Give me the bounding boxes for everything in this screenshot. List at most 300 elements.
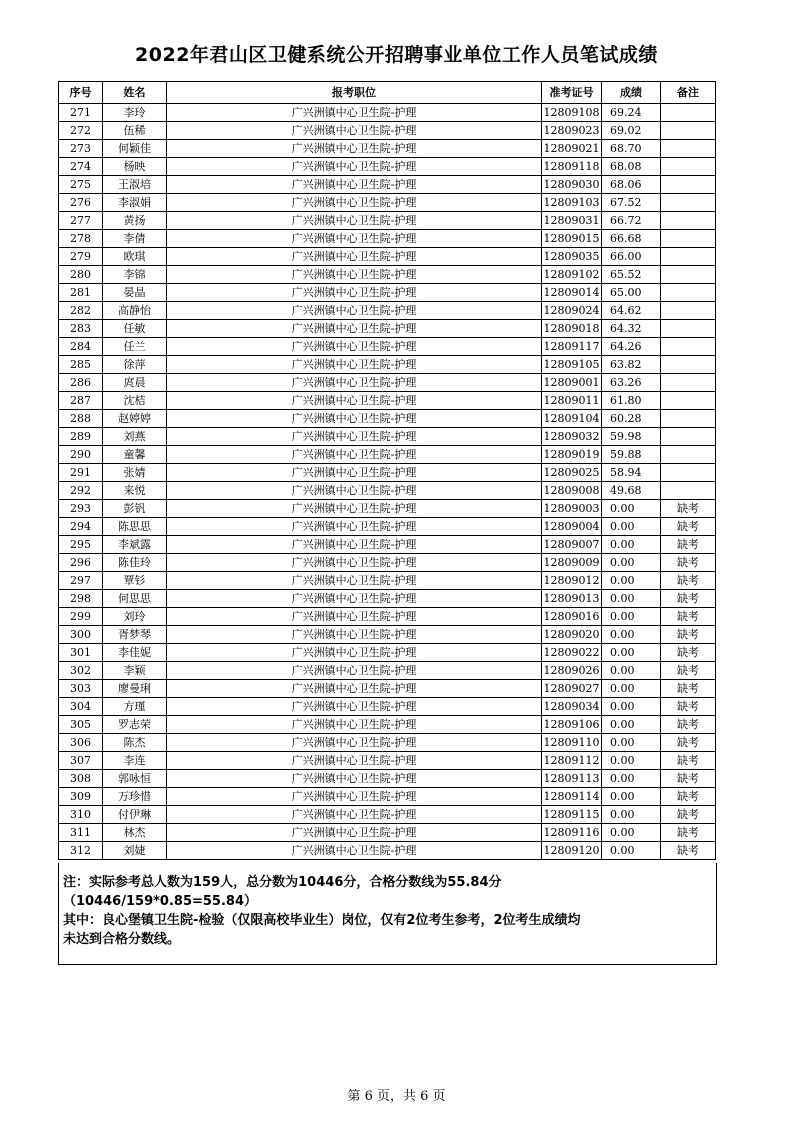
cell-exam-id: 12809003: [542, 500, 602, 518]
cell-name: 李淑娟: [103, 194, 167, 212]
page-title: 2022年君山区卫健系统公开招聘事业单位工作人员笔试成绩: [135, 44, 658, 66]
cell-score: 59.88: [602, 446, 661, 464]
cell-name: 陈佳玲: [103, 554, 167, 572]
cell-score: 0.00: [602, 824, 661, 842]
table-row: [59, 176, 716, 194]
cell-position: 广兴洲镇中心卫生院-护理: [167, 806, 542, 824]
cell-seq: 279: [59, 248, 103, 266]
cell-position: 广兴洲镇中心卫生院-护理: [167, 104, 542, 122]
cell-position: 广兴洲镇中心卫生院-护理: [167, 644, 542, 662]
cell-exam-id: 12809020: [542, 626, 602, 644]
cell-score: 0.00: [602, 842, 661, 860]
cell-exam-id: 12809014: [542, 284, 602, 302]
cell-position: 广兴洲镇中心卫生院-护理: [167, 662, 542, 680]
table-row: [59, 752, 716, 770]
cell-exam-id: 12809026: [542, 662, 602, 680]
cell-position: 广兴洲镇中心卫生院-护理: [167, 230, 542, 248]
cell-remark: [661, 338, 716, 356]
cell-remark: [661, 230, 716, 248]
cell-seq: 300: [59, 626, 103, 644]
cell-score: 0.00: [602, 662, 661, 680]
note-line-3: 其中：良心堡镇卫生院-检验（仅限高校毕业生）岗位，仅有2位考生参考，2位考生成绩均: [63, 913, 581, 928]
cell-position: 广兴洲镇中心卫生院-护理: [167, 572, 542, 590]
cell-position: 广兴洲镇中心卫生院-护理: [167, 176, 542, 194]
cell-remark: 缺考: [661, 662, 716, 680]
cell-exam-id: 12809023: [542, 122, 602, 140]
cell-seq: 305: [59, 716, 103, 734]
cell-score: 59.98: [602, 428, 661, 446]
cell-score: 63.26: [602, 374, 661, 392]
cell-remark: 缺考: [661, 716, 716, 734]
cell-remark: [661, 176, 716, 194]
cell-score: 0.00: [602, 590, 661, 608]
table-row: [59, 662, 716, 680]
cell-exam-id: 12809025: [542, 464, 602, 482]
cell-exam-id: 12809012: [542, 572, 602, 590]
cell-score: 0.00: [602, 500, 661, 518]
cell-exam-id: 12809011: [542, 392, 602, 410]
cell-seq: 299: [59, 608, 103, 626]
cell-position: 广兴洲镇中心卫生院-护理: [167, 446, 542, 464]
cell-seq: 292: [59, 482, 103, 500]
cell-score: 49.68: [602, 482, 661, 500]
cell-seq: 281: [59, 284, 103, 302]
cell-exam-id: 12809018: [542, 320, 602, 338]
cell-name: 李斌露: [103, 536, 167, 554]
cell-seq: 310: [59, 806, 103, 824]
cell-position: 广兴洲镇中心卫生院-护理: [167, 212, 542, 230]
scores-table: [58, 81, 716, 860]
cell-score: 0.00: [602, 680, 661, 698]
cell-score: 69.24: [602, 104, 661, 122]
cell-remark: [661, 158, 716, 176]
cell-name: 张婧: [103, 464, 167, 482]
table-row: [59, 572, 716, 590]
cell-remark: [661, 320, 716, 338]
table-row: [59, 482, 716, 500]
cell-remark: [661, 212, 716, 230]
notes-box: [58, 863, 717, 965]
cell-exam-id: 12809030: [542, 176, 602, 194]
cell-exam-id: 12809031: [542, 212, 602, 230]
table-row: [59, 374, 716, 392]
cell-name: 杨映: [103, 158, 167, 176]
cell-remark: 缺考: [661, 626, 716, 644]
cell-remark: 缺考: [661, 518, 716, 536]
cell-position: 广兴洲镇中心卫生院-护理: [167, 752, 542, 770]
cell-seq: 276: [59, 194, 103, 212]
cell-seq: 282: [59, 302, 103, 320]
table-row: [59, 212, 716, 230]
cell-exam-id: 12809013: [542, 590, 602, 608]
cell-seq: 271: [59, 104, 103, 122]
cell-position: 广兴洲镇中心卫生院-护理: [167, 788, 542, 806]
cell-seq: 307: [59, 752, 103, 770]
cell-name: 罗志荣: [103, 716, 167, 734]
cell-exam-id: 12809115: [542, 806, 602, 824]
cell-exam-id: 12809117: [542, 338, 602, 356]
cell-score: 66.00: [602, 248, 661, 266]
table-row: [59, 626, 716, 644]
table-row: [59, 518, 716, 536]
cell-score: 69.02: [602, 122, 661, 140]
cell-seq: 291: [59, 464, 103, 482]
cell-score: 0.00: [602, 644, 661, 662]
cell-name: 何思思: [103, 590, 167, 608]
note-line-4: 未达到合格分数线。: [63, 932, 181, 947]
table-row: [59, 770, 716, 788]
table-row: [59, 122, 716, 140]
header-seq: 序号: [59, 82, 103, 104]
cell-exam-id: 12809024: [542, 302, 602, 320]
cell-score: 0.00: [602, 572, 661, 590]
table-row: [59, 680, 716, 698]
cell-remark: 缺考: [661, 770, 716, 788]
table-row: [59, 788, 716, 806]
table-row: [59, 320, 716, 338]
table-row: [59, 302, 716, 320]
cell-score: 0.00: [602, 752, 661, 770]
cell-name: 欧琪: [103, 248, 167, 266]
cell-exam-id: 12809008: [542, 482, 602, 500]
cell-name: 覃钐: [103, 572, 167, 590]
cell-seq: 290: [59, 446, 103, 464]
cell-exam-id: 12809034: [542, 698, 602, 716]
cell-position: 广兴洲镇中心卫生院-护理: [167, 158, 542, 176]
cell-score: 0.00: [602, 554, 661, 572]
cell-name: 李连: [103, 752, 167, 770]
cell-score: 63.82: [602, 356, 661, 374]
cell-seq: 311: [59, 824, 103, 842]
cell-name: 黄扬: [103, 212, 167, 230]
cell-seq: 301: [59, 644, 103, 662]
table-row: [59, 734, 716, 752]
cell-position: 广兴洲镇中心卫生院-护理: [167, 518, 542, 536]
cell-seq: 308: [59, 770, 103, 788]
table-row: [59, 284, 716, 302]
cell-remark: 缺考: [661, 698, 716, 716]
cell-remark: 缺考: [661, 842, 716, 860]
cell-name: 高静怡: [103, 302, 167, 320]
cell-exam-id: 12809035: [542, 248, 602, 266]
cell-remark: [661, 446, 716, 464]
cell-remark: [661, 302, 716, 320]
cell-name: 刘玲: [103, 608, 167, 626]
cell-remark: [661, 410, 716, 428]
cell-exam-id: 12809015: [542, 230, 602, 248]
cell-remark: 缺考: [661, 752, 716, 770]
cell-position: 广兴洲镇中心卫生院-护理: [167, 824, 542, 842]
cell-seq: 309: [59, 788, 103, 806]
cell-name: 万珍惜: [103, 788, 167, 806]
cell-seq: 284: [59, 338, 103, 356]
cell-remark: [661, 374, 716, 392]
cell-position: 广兴洲镇中心卫生院-护理: [167, 194, 542, 212]
cell-name: 陈杰: [103, 734, 167, 752]
cell-position: 广兴洲镇中心卫生院-护理: [167, 302, 542, 320]
cell-seq: 297: [59, 572, 103, 590]
cell-position: 广兴洲镇中心卫生院-护理: [167, 140, 542, 158]
cell-name: 李颖: [103, 662, 167, 680]
cell-score: 68.08: [602, 158, 661, 176]
cell-score: 0.00: [602, 698, 661, 716]
table-row: [59, 410, 716, 428]
cell-name: 任兰: [103, 338, 167, 356]
cell-seq: 286: [59, 374, 103, 392]
table-row: [59, 428, 716, 446]
note-line-2: （10446/159*0.85=55.84）: [63, 894, 257, 909]
cell-score: 0.00: [602, 806, 661, 824]
table-row: [59, 338, 716, 356]
cell-remark: 缺考: [661, 500, 716, 518]
cell-seq: 274: [59, 158, 103, 176]
cell-position: 广兴洲镇中心卫生院-护理: [167, 716, 542, 734]
cell-name: 李佳妮: [103, 644, 167, 662]
cell-exam-id: 12809104: [542, 410, 602, 428]
cell-remark: [661, 122, 716, 140]
cell-name: 郭咏恒: [103, 770, 167, 788]
cell-remark: [661, 248, 716, 266]
cell-name: 晏晶: [103, 284, 167, 302]
cell-remark: [661, 392, 716, 410]
cell-name: 徐萍: [103, 356, 167, 374]
table-row: [59, 554, 716, 572]
cell-position: 广兴洲镇中心卫生院-护理: [167, 482, 542, 500]
cell-name: 任敏: [103, 320, 167, 338]
table-row: [59, 842, 716, 860]
cell-position: 广兴洲镇中心卫生院-护理: [167, 500, 542, 518]
cell-score: 0.00: [602, 788, 661, 806]
cell-position: 广兴洲镇中心卫生院-护理: [167, 626, 542, 644]
cell-score: 0.00: [602, 734, 661, 752]
cell-name: 赵婷婷: [103, 410, 167, 428]
cell-remark: [661, 266, 716, 284]
cell-exam-id: 12809113: [542, 770, 602, 788]
cell-score: 58.94: [602, 464, 661, 482]
table-header-row: [59, 82, 716, 104]
cell-exam-id: 12809108: [542, 104, 602, 122]
cell-exam-id: 12809103: [542, 194, 602, 212]
cell-seq: 298: [59, 590, 103, 608]
cell-score: 65.00: [602, 284, 661, 302]
cell-seq: 283: [59, 320, 103, 338]
page-footer: 第 6 页，共 6 页: [347, 1089, 446, 1104]
cell-score: 65.52: [602, 266, 661, 284]
cell-position: 广兴洲镇中心卫生院-护理: [167, 536, 542, 554]
cell-name: 付伊琳: [103, 806, 167, 824]
cell-exam-id: 12809120: [542, 842, 602, 860]
table-row: [59, 806, 716, 824]
table-row: [59, 446, 716, 464]
cell-seq: 273: [59, 140, 103, 158]
table-row: [59, 140, 716, 158]
cell-remark: [661, 482, 716, 500]
cell-exam-id: 12809032: [542, 428, 602, 446]
cell-exam-id: 12809019: [542, 446, 602, 464]
cell-exam-id: 12809022: [542, 644, 602, 662]
cell-score: 67.52: [602, 194, 661, 212]
cell-seq: 304: [59, 698, 103, 716]
cell-score: 64.26: [602, 338, 661, 356]
cell-seq: 278: [59, 230, 103, 248]
cell-position: 广兴洲镇中心卫生院-护理: [167, 122, 542, 140]
table-row: [59, 158, 716, 176]
header-score: 成绩: [602, 82, 661, 104]
table-row: [59, 590, 716, 608]
cell-position: 广兴洲镇中心卫生院-护理: [167, 608, 542, 626]
cell-position: 广兴洲镇中心卫生院-护理: [167, 554, 542, 572]
table-row: [59, 194, 716, 212]
cell-name: 李倩: [103, 230, 167, 248]
cell-exam-id: 12809027: [542, 680, 602, 698]
cell-seq: 312: [59, 842, 103, 860]
cell-remark: 缺考: [661, 806, 716, 824]
cell-name: 庹晨: [103, 374, 167, 392]
cell-seq: 275: [59, 176, 103, 194]
cell-seq: 302: [59, 662, 103, 680]
cell-name: 伍稀: [103, 122, 167, 140]
cell-exam-id: 12809106: [542, 716, 602, 734]
cell-name: 沈桔: [103, 392, 167, 410]
cell-position: 广兴洲镇中心卫生院-护理: [167, 392, 542, 410]
table-row: [59, 266, 716, 284]
cell-position: 广兴洲镇中心卫生院-护理: [167, 590, 542, 608]
cell-seq: 306: [59, 734, 103, 752]
cell-name: 彭钒: [103, 500, 167, 518]
cell-score: 66.68: [602, 230, 661, 248]
table-row: [59, 230, 716, 248]
cell-remark: 缺考: [661, 734, 716, 752]
cell-seq: 288: [59, 410, 103, 428]
cell-position: 广兴洲镇中心卫生院-护理: [167, 680, 542, 698]
cell-seq: 294: [59, 518, 103, 536]
cell-position: 广兴洲镇中心卫生院-护理: [167, 320, 542, 338]
cell-remark: 缺考: [661, 824, 716, 842]
table-row: [59, 500, 716, 518]
cell-position: 广兴洲镇中心卫生院-护理: [167, 734, 542, 752]
cell-position: 广兴洲镇中心卫生院-护理: [167, 374, 542, 392]
cell-seq: 272: [59, 122, 103, 140]
cell-exam-id: 12809102: [542, 266, 602, 284]
table-row: [59, 104, 716, 122]
cell-name: 李锦: [103, 266, 167, 284]
table-row: [59, 248, 716, 266]
table-row: [59, 824, 716, 842]
cell-score: 0.00: [602, 716, 661, 734]
cell-exam-id: 12809009: [542, 554, 602, 572]
cell-score: 0.00: [602, 770, 661, 788]
header-name: 姓名: [103, 82, 167, 104]
cell-seq: 293: [59, 500, 103, 518]
cell-name: 胥梦琴: [103, 626, 167, 644]
cell-position: 广兴洲镇中心卫生院-护理: [167, 770, 542, 788]
cell-exam-id: 12809116: [542, 824, 602, 842]
cell-seq: 277: [59, 212, 103, 230]
cell-seq: 303: [59, 680, 103, 698]
cell-position: 广兴洲镇中心卫生院-护理: [167, 284, 542, 302]
cell-position: 广兴洲镇中心卫生院-护理: [167, 464, 542, 482]
cell-remark: 缺考: [661, 572, 716, 590]
table-row: [59, 536, 716, 554]
header-remark: 备注: [661, 82, 716, 104]
cell-exam-id: 12809114: [542, 788, 602, 806]
table-row: [59, 698, 716, 716]
cell-name: 刘燕: [103, 428, 167, 446]
cell-seq: 287: [59, 392, 103, 410]
table-row: [59, 356, 716, 374]
cell-seq: 289: [59, 428, 103, 446]
cell-seq: 295: [59, 536, 103, 554]
cell-remark: 缺考: [661, 680, 716, 698]
cell-remark: [661, 428, 716, 446]
cell-exam-id: 12809021: [542, 140, 602, 158]
cell-score: 0.00: [602, 608, 661, 626]
cell-name: 廖曼琍: [103, 680, 167, 698]
cell-remark: 缺考: [661, 536, 716, 554]
cell-exam-id: 12809004: [542, 518, 602, 536]
cell-exam-id: 12809016: [542, 608, 602, 626]
cell-score: 0.00: [602, 536, 661, 554]
cell-name: 来悦: [103, 482, 167, 500]
table-body: [59, 104, 716, 860]
cell-exam-id: 12809110: [542, 734, 602, 752]
cell-remark: 缺考: [661, 644, 716, 662]
cell-name: 王淑培: [103, 176, 167, 194]
cell-seq: 285: [59, 356, 103, 374]
cell-score: 66.72: [602, 212, 661, 230]
cell-score: 64.62: [602, 302, 661, 320]
cell-seq: 280: [59, 266, 103, 284]
cell-name: 林杰: [103, 824, 167, 842]
cell-name: 何颖佳: [103, 140, 167, 158]
cell-remark: [661, 284, 716, 302]
cell-remark: 缺考: [661, 590, 716, 608]
cell-position: 广兴洲镇中心卫生院-护理: [167, 428, 542, 446]
cell-score: 61.80: [602, 392, 661, 410]
table-row: [59, 464, 716, 482]
cell-score: 68.70: [602, 140, 661, 158]
cell-remark: [661, 140, 716, 158]
cell-remark: [661, 356, 716, 374]
cell-score: 60.28: [602, 410, 661, 428]
cell-exam-id: 12809007: [542, 536, 602, 554]
cell-remark: [661, 464, 716, 482]
cell-position: 广兴洲镇中心卫生院-护理: [167, 338, 542, 356]
header-exam-id: 准考证号: [542, 82, 602, 104]
cell-remark: [661, 104, 716, 122]
cell-remark: 缺考: [661, 554, 716, 572]
cell-position: 广兴洲镇中心卫生院-护理: [167, 266, 542, 284]
cell-remark: 缺考: [661, 608, 716, 626]
table-row: [59, 608, 716, 626]
table-row: [59, 392, 716, 410]
cell-exam-id: 12809105: [542, 356, 602, 374]
cell-remark: [661, 194, 716, 212]
cell-name: 陈思思: [103, 518, 167, 536]
cell-score: 0.00: [602, 518, 661, 536]
cell-score: 68.06: [602, 176, 661, 194]
note-line-1: 注：实际参考总人数为159人，总分数为10446分，合格分数线为55.84分: [63, 875, 502, 890]
cell-score: 64.32: [602, 320, 661, 338]
cell-name: 刘婕: [103, 842, 167, 860]
cell-position: 广兴洲镇中心卫生院-护理: [167, 842, 542, 860]
cell-remark: 缺考: [661, 788, 716, 806]
cell-score: 0.00: [602, 626, 661, 644]
cell-exam-id: 12809001: [542, 374, 602, 392]
cell-exam-id: 12809118: [542, 158, 602, 176]
cell-seq: 296: [59, 554, 103, 572]
table-row: [59, 716, 716, 734]
